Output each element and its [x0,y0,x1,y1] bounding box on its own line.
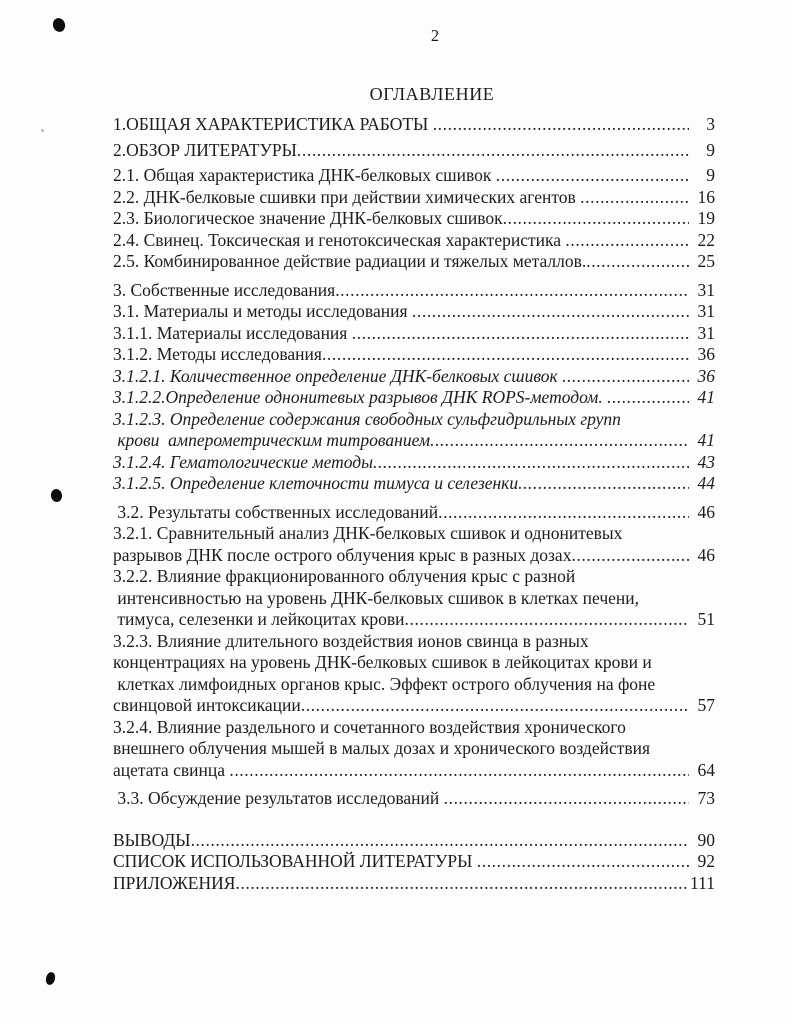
toc-line [113,851,715,873]
toc-page-ref: 19 [697,208,715,228]
dot-leader [518,473,689,495]
toc-line [113,452,715,474]
dot-leader [433,114,689,136]
toc-line [113,430,715,452]
dot-leader [571,545,689,567]
toc-entry [113,366,715,388]
toc-entry-text: 3.2.1. Сравнительный анализ ДНК-белковых сшивок и однонитевых [113,523,623,543]
toc-entry-text: ПРИЛОЖЕНИЯ [113,872,236,893]
toc-line [113,717,715,739]
toc-line [113,588,715,610]
dot-leader [322,344,689,366]
dot-leader [352,323,689,345]
dot-leader [503,208,689,230]
toc-entry-text: 3.1.1. Материалы исследования [113,322,352,343]
toc-entry-text: свинцовой интоксикации [113,695,301,715]
toc [113,114,715,894]
toc-line [113,208,715,230]
toc-entry-text: СПИСОК ИСПОЛЬЗОВАННОЙ ЛИТЕРАТУРЫ [113,851,477,871]
toc-line [113,251,715,273]
toc-entry-text: 2.ОБЗОР ЛИТЕРАТУРЫ [113,139,297,160]
toc-entry-text: разрывов ДНК после острого облучения крыс в разных дозах [113,544,572,565]
toc-entry-text: 3.2. Результаты собственных исследований [113,501,439,522]
dot-leader [438,502,689,524]
toc-page-ref: 22 [697,229,715,250]
toc-page-ref: 41 [697,387,715,407]
dot-leader [229,760,689,782]
toc-entry [113,208,715,230]
toc-page-ref: 51 [697,609,715,629]
toc-line [113,631,715,653]
toc-entry-text: 2.5. Комбинированное действие радиации и тяжелых металлов. [113,251,587,271]
toc-page-ref: 31 [697,322,715,343]
toc-line [113,473,715,495]
toc-line [113,187,715,209]
toc-entry [113,631,715,717]
toc-line [113,652,715,674]
toc-entry [113,344,715,366]
toc-page-ref: 46 [697,501,715,522]
toc-entry [113,387,715,409]
toc-entry-text: 2.2. ДНК-белковые сшивки при действии химических агентов [113,186,581,207]
toc-page-ref: 43 [697,451,715,472]
toc-line [113,344,715,366]
toc-page-ref: 16 [697,186,715,207]
toc-line [113,760,715,782]
dot-leader [565,230,689,252]
dot-leader [301,695,689,717]
toc-page-ref: 46 [697,544,715,565]
toc-entry [113,873,715,895]
toc-entry-text: 2.1. Общая характеристика ДНК-белковых сшивок [113,165,496,185]
toc-line [113,788,715,810]
toc-page-ref: 92 [697,851,715,871]
toc-section [113,280,715,495]
toc-page-ref: 44 [697,473,715,493]
toc-line [113,323,715,345]
toc-entry-text: 3.1.2.1. Количественное определение ДНК-белковых сшивок [113,365,563,386]
toc-page-ref: 36 [697,365,715,386]
toc-line [113,566,715,588]
toc-entry-text: 3.1.2. Методы исследования [113,344,322,364]
toc-entry-text: 3.1. Материалы и методы исследования [113,301,412,321]
toc-page-ref: 3 [706,114,715,134]
toc-entry-text: 3.1.2.4. Гематологические методы [113,451,373,472]
toc-line [113,523,715,545]
toc-line [113,114,715,136]
toc-entry [113,140,715,162]
toc-entry [113,230,715,252]
toc-entry-text: концентрациях на уровень ДНК-белковых сшивок в лейкоцитах крови и [113,652,652,672]
dot-leader [412,301,689,323]
toc-entry-text: 2.3. Биологическое значение ДНК-белковых сшивок [113,208,503,228]
dot-leader [235,873,688,895]
toc-entry [113,251,715,273]
toc-entry [113,502,715,524]
speck-artifact [41,129,44,132]
toc-line [113,230,715,252]
toc-entry [113,280,715,302]
toc-section [113,788,715,810]
dot-leader [580,187,689,209]
dot-leader [430,430,689,452]
toc-entry [113,523,715,566]
toc-entry [113,473,715,495]
toc-page-ref: 41 [697,430,715,450]
toc-line [113,873,715,895]
toc-line [113,502,715,524]
toc-entry [113,409,715,452]
toc-page-ref: 31 [697,279,715,300]
dot-leader [373,452,689,474]
toc-entry [113,165,715,187]
dot-leader [191,830,689,852]
toc-line [113,674,715,696]
dot-leader [607,387,689,409]
toc-entry-text: 1.ОБЩАЯ ХАРАКТЕРИСТИКА РАБОТЫ [113,114,433,134]
toc-entry-text: ацетата свинца [113,759,230,780]
toc-line [113,545,715,567]
toc-line [113,140,715,162]
ink-dot-artifact [45,971,57,986]
toc-section [113,114,715,273]
toc-entry-text: 3.1.2.5. Определение клеточности тимуса и селезенки [113,473,519,493]
toc-entry-text: 3.2.3. Влияние длительного воздействия ионов свинца в разных [113,630,589,651]
toc-line [113,366,715,388]
dot-leader [335,280,689,302]
toc-entry-text: 3.1.2.3. Определение содержания свободных сульфгидрильных групп [113,408,621,429]
toc-page-ref: 9 [706,165,715,185]
dot-leader [496,165,689,187]
toc-entry [113,566,715,631]
dot-leader [297,140,689,162]
dot-leader [477,851,689,873]
toc-entry [113,851,715,873]
toc-line [113,695,715,717]
toc-page-ref: 111 [690,872,715,893]
toc-entry-text: 3.2.2. Влияние фракционированного облучения крыс с разной [113,566,576,586]
toc-page-ref: 9 [706,139,715,160]
toc-line [113,738,715,760]
toc-entry-text: 3.2.4. Влияние раздельного и сочетанного воздействия хронического [113,716,626,737]
toc-page-ref: 64 [697,759,715,780]
toc-entry-text: 3.1.2.2.Определение однонитевых разрывов ДНК ROPS-методом. [113,387,608,407]
toc-entry-text: клетках лимфоидных органов крыс. Эффект острого облучения на фоне [113,673,656,694]
toc-line [113,301,715,323]
toc-entry [113,452,715,474]
dot-leader [405,609,689,631]
page-number: 2 [430,26,440,45]
toc-entry-text: внешнего облучения мышей в малых дозах и хронического воздействия [113,738,651,758]
toc-entry-text: 3. Собственные исследования [113,279,336,300]
toc-page-ref: 57 [697,695,715,715]
toc-section [113,502,715,782]
dot-leader [444,788,689,810]
toc-line [113,609,715,631]
toc-line [113,165,715,187]
toc-entry [113,788,715,810]
toc-page-ref: 90 [697,829,715,850]
dot-leader [562,366,689,388]
toc-line [113,830,715,852]
toc-entry-text: крови амперометрическим титрованием [113,430,431,450]
toc-line [113,280,715,302]
toc-line [113,409,715,431]
toc-entry [113,187,715,209]
toc-title: ОГЛАВЛЕНИЕ [369,84,495,104]
toc-entry-text: ВЫВОДЫ [113,829,191,850]
toc-line [113,387,715,409]
dot-leader [586,251,689,273]
toc-page-ref: 25 [697,251,715,271]
toc-entry [113,717,715,782]
toc-entry-text: интенсивностью на уровень ДНК-белковых сшивок в клетках печени, [113,587,640,608]
toc-page-ref: 31 [697,301,715,321]
toc-entry-text: 3.3. Обсуждение результатов исследований [113,788,444,808]
toc-entry-text: 2.4. Свинец. Токсическая и генотоксическая характеристика [113,229,566,250]
toc-page-ref: 36 [697,344,715,364]
toc-section [113,830,715,895]
toc-entry [113,830,715,852]
toc-entry [113,323,715,345]
toc-entry [113,301,715,323]
toc-entry-text: тимуса, селезенки и лейкоцитах крови [113,609,405,629]
toc-entry [113,114,715,136]
toc-page-ref: 73 [697,788,715,808]
